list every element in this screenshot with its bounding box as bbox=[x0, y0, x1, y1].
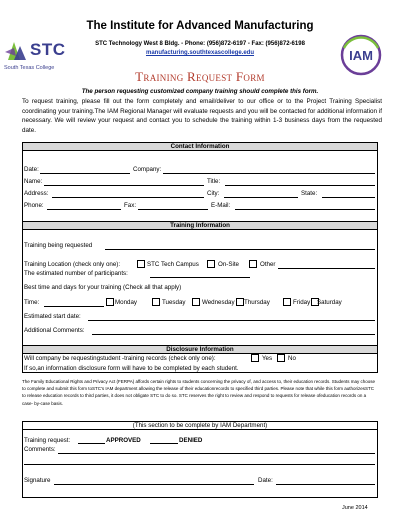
address-field[interactable] bbox=[52, 197, 204, 198]
approved-label: APPROVED bbox=[106, 437, 141, 444]
name-label: Name: bbox=[24, 178, 43, 185]
monday-label: Monday bbox=[115, 299, 138, 306]
iam-comments-label: Comments: bbox=[24, 446, 56, 453]
thursday-label: Thursday bbox=[244, 299, 270, 306]
iam-section-heading: (This section to be complete by IAM Department) bbox=[22, 421, 378, 430]
other-checkbox[interactable] bbox=[249, 260, 257, 268]
tuesday-checkbox[interactable] bbox=[152, 298, 160, 306]
disclosure-no-checkbox[interactable] bbox=[277, 354, 285, 362]
friday-label: Friday bbox=[293, 299, 311, 306]
training-requested-field[interactable] bbox=[105, 249, 375, 250]
city-label: City: bbox=[207, 190, 220, 197]
email-field[interactable] bbox=[235, 209, 375, 210]
training-request-label: Training request: bbox=[24, 437, 71, 444]
training-location-label: Training Location (check only one): bbox=[24, 261, 121, 268]
page-header bbox=[0, 0, 400, 78]
company-label: Company: bbox=[133, 166, 162, 173]
company-field[interactable] bbox=[163, 173, 375, 174]
stc-logo-subtext: South Texas College bbox=[4, 65, 55, 71]
disclosure-question: Will company be requestingstudent -training records (check only one): bbox=[24, 355, 216, 362]
contact-line: STC Technology West 8 Bldg. - Phone: (956)872-6197 - Fax: (956)872-6198 bbox=[95, 41, 305, 47]
phone-field[interactable] bbox=[47, 209, 121, 210]
phone-label: Phone: bbox=[24, 202, 44, 209]
disclosure-note: If so,an information disclosure form will have to be completed by each student. bbox=[24, 365, 239, 372]
time-label: Time: bbox=[24, 299, 40, 306]
form-title: Training Request Form bbox=[135, 69, 265, 84]
monday-checkbox[interactable] bbox=[106, 298, 114, 306]
contact-section-heading: Contact Information bbox=[22, 142, 378, 151]
start-date-label: Estimated start date: bbox=[24, 313, 81, 320]
name-field[interactable] bbox=[44, 185, 204, 186]
iam-comments-field-line-2[interactable] bbox=[24, 464, 375, 465]
disclosure-yes-label: Yes bbox=[262, 355, 273, 362]
stc-tech-campus-label: STC Tech Campus bbox=[147, 261, 199, 268]
iam-date-field[interactable] bbox=[276, 484, 375, 485]
disclosure-section-heading: Disclosure Information bbox=[22, 345, 378, 354]
other-label: Other bbox=[260, 261, 276, 268]
time-field[interactable] bbox=[44, 306, 104, 307]
contact-url-link[interactable]: manufacturing.southtexascollege.edu bbox=[145, 50, 255, 56]
address-label: Address: bbox=[24, 190, 49, 197]
iam-date-label: Date: bbox=[258, 477, 273, 484]
approved-mark-field[interactable] bbox=[78, 443, 105, 444]
stc-tech-campus-checkbox[interactable] bbox=[137, 260, 145, 268]
city-field[interactable] bbox=[224, 197, 298, 198]
intro-bold-line: The person requesting customized company training should complete this form. bbox=[81, 88, 319, 95]
signature-label: Signature bbox=[24, 477, 51, 484]
ferpa-notice: The Family Educational Rights and Privacy Act (FERPA) affords certain rights to students concerning the privacy of, and access to, their education records. Students may choose to complete and submit this form toSTC's IAM department allowing the release of their educationrecords to specified third parties. Please note that while this form authorizesSTC to release education records to third parties, it does not obligate STC to do so. STC reserves the right to review and respond to requests for release ofeducation records on a case- by-case basis. bbox=[22, 379, 376, 406]
email-label: E-Mail: bbox=[211, 202, 231, 209]
stc-logo-text: STC bbox=[30, 40, 66, 59]
participants-field[interactable] bbox=[150, 277, 250, 278]
state-field[interactable] bbox=[322, 197, 375, 198]
other-location-field[interactable] bbox=[278, 268, 375, 269]
denied-mark-field[interactable] bbox=[150, 443, 178, 444]
iam-section-box bbox=[22, 421, 378, 498]
additional-comments-field[interactable] bbox=[92, 334, 375, 335]
wednesday-label: Wednesday bbox=[202, 299, 235, 306]
tuesday-label: Tuesday bbox=[162, 299, 186, 306]
best-time-label: Best time and days for your training (Check all that apply) bbox=[24, 284, 182, 291]
signature-field[interactable] bbox=[54, 484, 254, 485]
thursday-checkbox[interactable] bbox=[236, 298, 244, 306]
start-date-field[interactable] bbox=[88, 320, 375, 321]
disclosure-yes-checkbox[interactable] bbox=[251, 354, 259, 362]
disclosure-no-label: No bbox=[288, 355, 296, 362]
training-requested-label: Training being requested bbox=[24, 242, 93, 249]
on-site-checkbox[interactable] bbox=[207, 260, 215, 268]
date-field[interactable] bbox=[40, 173, 130, 174]
intro-body: To request training, please fill out the form completely and email/deliver to our office or to the Project Training Specialist coordinating your training.The IAM Regional Manager will evaluate requests and you will be contacted for additional information if necessary. We will review your request and contact you to schedule the training within 1-3 business days from the requested date. bbox=[22, 98, 382, 134]
saturday-label: Saturday bbox=[317, 299, 342, 306]
participants-label: The estimated number of participants: bbox=[24, 270, 128, 277]
fax-label: Fax: bbox=[124, 202, 137, 209]
date-label: Date: bbox=[24, 166, 39, 173]
iam-comments-field[interactable] bbox=[58, 453, 375, 454]
fax-field[interactable] bbox=[138, 209, 208, 210]
title-field[interactable] bbox=[225, 185, 375, 186]
friday-checkbox[interactable] bbox=[283, 298, 291, 306]
state-label: State: bbox=[301, 190, 318, 197]
iam-logo-text: IAM bbox=[349, 48, 373, 63]
training-section-heading: Training Information bbox=[22, 221, 378, 230]
footer-date: June 2014 bbox=[342, 505, 368, 511]
on-site-label: On-Site bbox=[218, 261, 239, 268]
wednesday-checkbox[interactable] bbox=[192, 298, 200, 306]
title-label: Title: bbox=[207, 178, 221, 185]
additional-comments-label: Additional Comments: bbox=[24, 327, 85, 334]
institute-title: The Institute for Advanced Manufacturing bbox=[86, 20, 314, 32]
denied-label: DENIED bbox=[179, 437, 203, 444]
form-box bbox=[22, 142, 378, 373]
